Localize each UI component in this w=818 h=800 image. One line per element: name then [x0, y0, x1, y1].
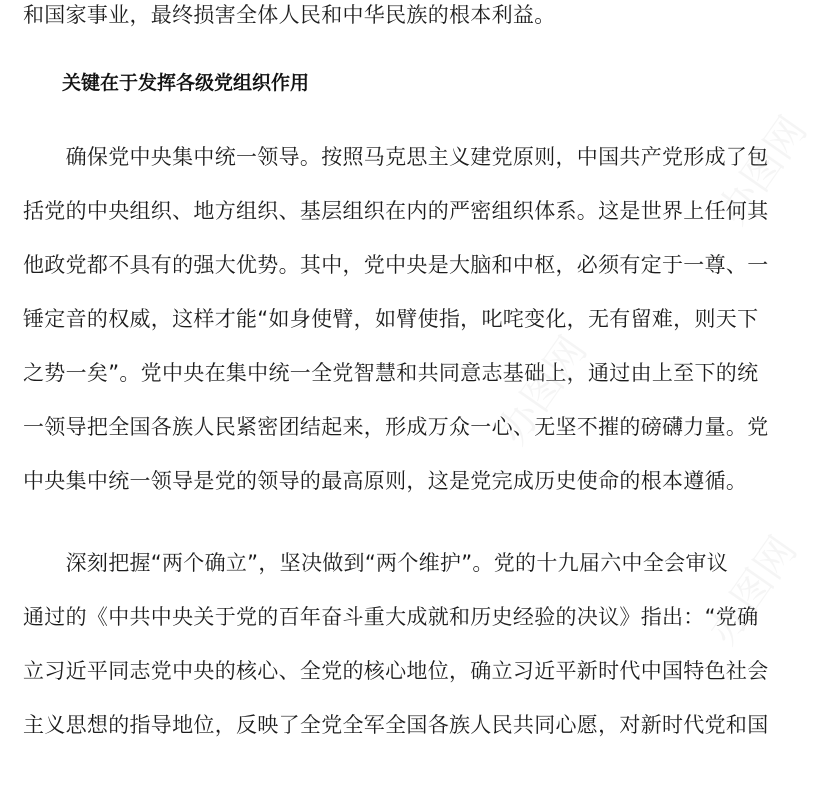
paragraph-line: 中央集中统一领导是党的领导的最高原则，这是党完成历史使命的根本遵循。	[23, 469, 748, 493]
paragraph-line: 立习近平同志党中央的核心、全党的核心地位，确立习近平新时代中国特色社会	[23, 659, 769, 683]
paragraph-line: 括党的中央组织、地方组织、基层组织在内的严密组织体系。这是世界上任何其	[23, 199, 769, 223]
paragraph-line: 深刻把握“两个确立”，坚决做到“两个维护”。党的十九届六中全会审议	[23, 551, 729, 575]
paragraph-line: 确保党中央集中统一领导。按照马克思主义建党原则，中国共产党形成了包	[23, 145, 769, 169]
paragraph-line: 主义思想的指导地位，反映了全党全军全国各族人民共同心愿，对新时代党和国	[23, 713, 769, 737]
paragraph-line: 锤定音的权威，这样才能“如身使臂，如臂使指，叱咤变化，无有留难，则天下	[23, 307, 759, 331]
paragraph-line: 一领导把全国各族人民紧密团结起来，形成万众一心、无坚不摧的磅礴力量。党	[23, 415, 769, 439]
watermark: 办图网	[709, 108, 817, 233]
paragraph-line: 之势一矣”。党中央在集中统一全党智慧和共同意志基础上，通过由上至下的统	[23, 361, 759, 385]
paragraph-line: 他政党都不具有的强大优势。其中，党中央是大脑和中枢，必须有定于一尊、一	[23, 253, 769, 277]
watermark: 办图网	[489, 328, 597, 453]
paragraph-line: 通过的《中共中央关于党的百年奋斗重大成就和历史经验的决议》指出：“党确	[23, 605, 759, 629]
section-heading: 关键在于发挥各级党组织作用	[62, 72, 310, 94]
intro-line: 和国家事业，最终损害全体人民和中华民族的根本利益。	[23, 3, 556, 27]
watermark: 办图网	[699, 528, 807, 653]
